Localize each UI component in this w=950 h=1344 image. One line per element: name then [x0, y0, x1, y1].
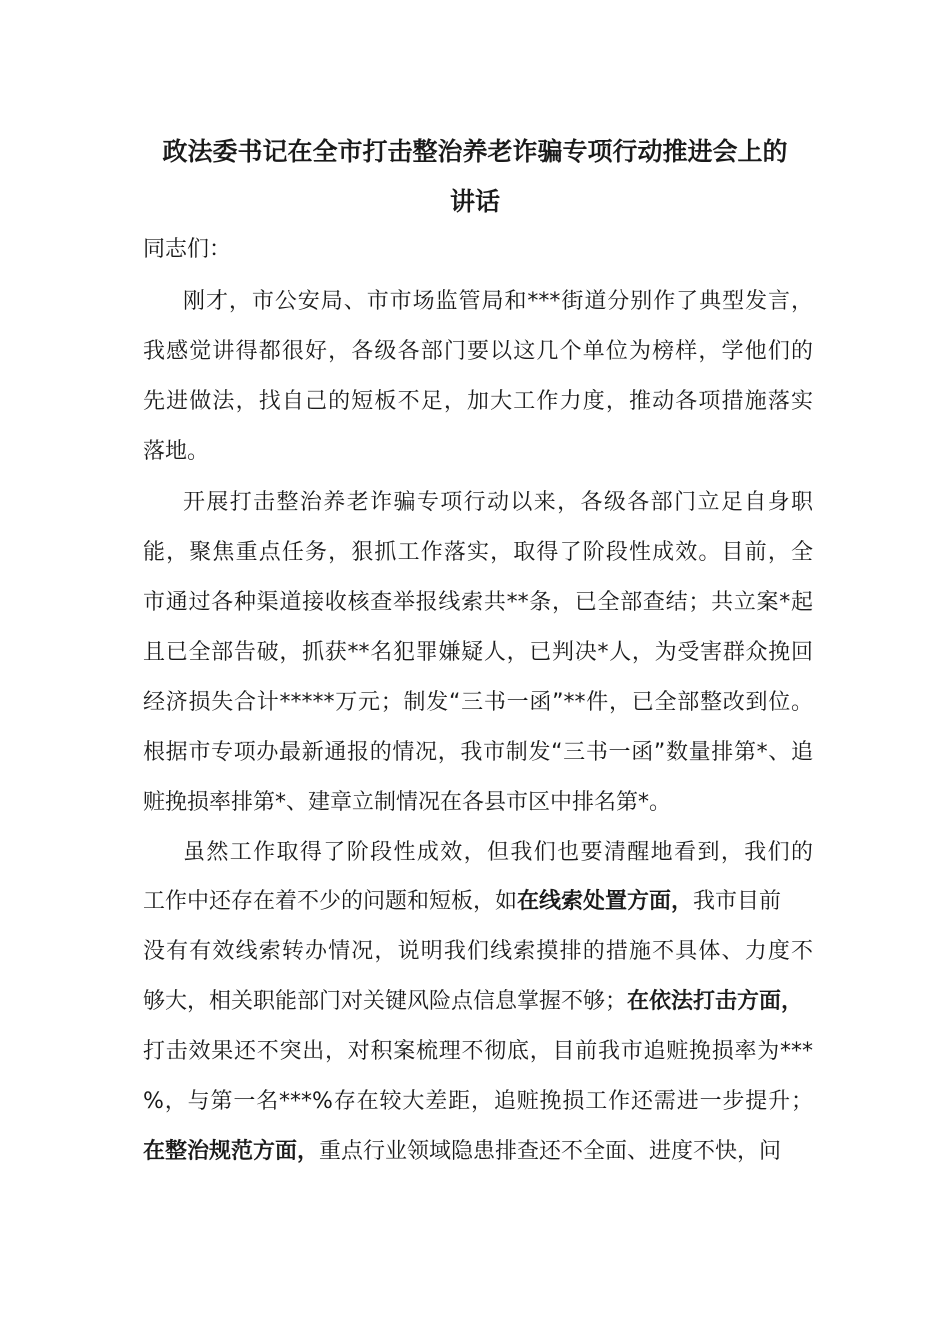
- paragraph-2-line-1: 开展打击整治养老诈骗专项行动以来，各级各部门立足自身职: [183, 490, 813, 515]
- paragraph-3-line-7: [143, 1127, 813, 1177]
- paragraph-3-line-4: [143, 977, 813, 1027]
- section-heading-clue-handling: 在线索处置方面，: [517, 889, 694, 914]
- paragraph-2-line-2: 能，聚焦重点任务，狠抓工作落实，取得了阶段性成效。目前，全: [143, 540, 813, 565]
- section-heading-rectification: 在整治规范方面，: [143, 1139, 320, 1164]
- document-title-line-1: 政法委书记在全市打击整治养老诈骗专项行动推进会上的: [162, 137, 788, 166]
- paragraph-2-line-4: 且已全部告破，抓获**名犯罪嫌疑人，已判决*人，为受害群众挽回: [143, 640, 813, 665]
- paragraph-3-line-4-text-a: 够大，相关职能部门对关键风险点信息掌握不够；: [143, 989, 628, 1014]
- paragraph-3-line-5: 打击效果还不突出，对积案梳理不彻底，目前我市追赃挽损率为***: [143, 1039, 813, 1064]
- paragraph-3-line-2-text-a: 工作中还存在着不少的问题和短板，如: [143, 889, 518, 914]
- paragraph-3-line-2-text-c: 我市目前: [693, 889, 782, 914]
- paragraph-3-line-3: 没有有效线索转办情况，说明我们线索摸排的措施不具体、力度不: [143, 939, 813, 964]
- paragraph-2-line-6: 根据市专项办最新通报的情况，我市制发“三书一函”数量排第*、追: [143, 740, 813, 765]
- salutation: 同志们：: [143, 237, 232, 262]
- paragraph-3-line-1: 虽然工作取得了阶段性成效，但我们也要清醒地看到，我们的: [183, 840, 813, 865]
- paragraph-3-line-7-text-b: 重点行业领域隐患排查还不全面、进度不快，问: [319, 1139, 782, 1164]
- section-heading-lawful-crackdown: 在依法打击方面，: [627, 989, 804, 1014]
- paragraph-3-line-6: %，与第一名***%存在较大差距，追赃挽损工作还需进一步提升；: [143, 1089, 813, 1114]
- paragraph-1-line-1: 刚才，市公安局、市市场监管局和***街道分别作了典型发言，: [183, 289, 813, 314]
- paragraph-1-line-3: 先进做法，找自己的短板不足，加大工作力度，推动各项措施落实: [143, 389, 813, 414]
- paragraph-3-line-2: [143, 877, 813, 927]
- paragraph-1-line-4: 落地。: [143, 439, 210, 464]
- document-title-line-2: 讲话: [449, 187, 500, 216]
- paragraph-2-line-3: 市通过各种渠道接收核查举报线索共**条，已全部查结；共立案*起: [143, 590, 813, 615]
- paragraph-2-line-5: 经济损失合计*****万元；制发“三书一函”**件，已全部整改到位。: [143, 690, 813, 715]
- paragraph-2-line-7: 赃挽损率排第*、建章立制情况在各县市区中排名第*。: [143, 790, 672, 815]
- paragraph-1-line-2: 我感觉讲得都很好，各级各部门要以这几个单位为榜样，学他们的: [143, 339, 813, 364]
